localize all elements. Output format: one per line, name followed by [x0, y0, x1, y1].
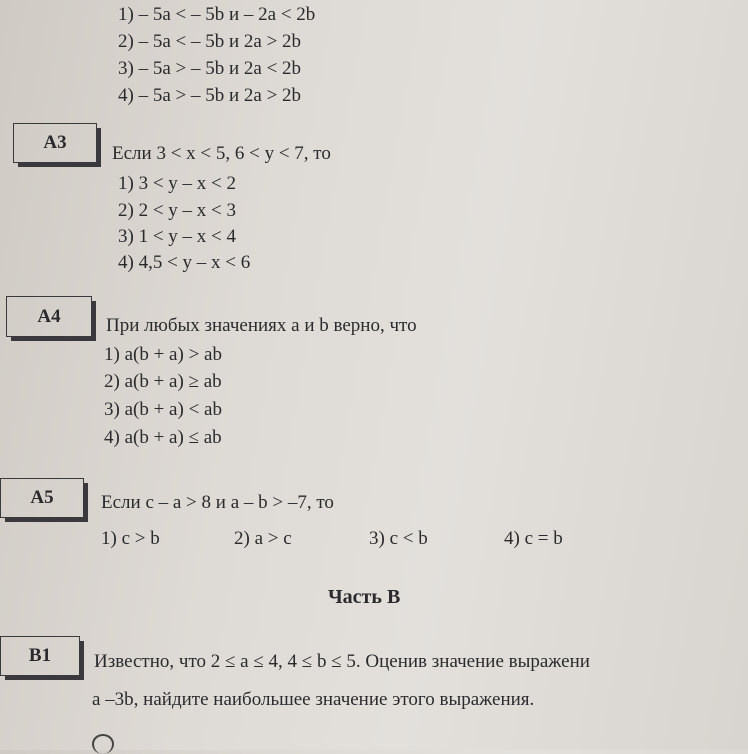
a3-question: Если 3 < x < 5, 6 < y < 7, то	[112, 143, 331, 164]
cut-off-glyph	[92, 734, 114, 754]
a5-option-4: 4) c = b	[504, 528, 563, 549]
b1-text-line-1: Известно, что 2 ≤ a ≤ 4, 4 ≤ b ≤ 5. Оценив значение выражени	[94, 651, 590, 672]
a5-option-3: 3) c < b	[369, 528, 428, 549]
a4-option-1: 1) a(b + a) > ab	[104, 344, 222, 365]
a5-label-box	[0, 478, 84, 518]
a2-option-1: 1) – 5a < – 5b и – 2a < 2b	[118, 4, 316, 25]
a3-option-4: 4) 4,5 < y – x < 6	[118, 252, 251, 273]
b1-label: В1	[28, 645, 52, 666]
a4-option-2: 2) a(b + a) ≥ ab	[104, 371, 222, 392]
a5-question: Если c – a > 8 и a – b > –7, то	[101, 492, 334, 513]
a5-label: А5	[30, 487, 54, 508]
b1-text-line-2: a –3b, найдите наибольшее значение этого выражения.	[92, 689, 535, 710]
a3-option-3: 3) 1 < y – x < 4	[118, 226, 237, 247]
part-b-heading: Часть В	[328, 586, 401, 608]
a2-option-2: 2) – 5a < – 5b и 2a > 2b	[118, 31, 302, 52]
a5-option-2: 2) a > c	[234, 528, 292, 549]
a2-option-3: 3) – 5a > – 5b и 2a < 2b	[118, 58, 302, 79]
a5-option-1: 1) c > b	[101, 528, 160, 549]
a4-label: А4	[37, 305, 61, 327]
a2-option-4: 4) – 5a > – 5b и 2a > 2b	[118, 85, 302, 106]
a3-label-box	[13, 123, 97, 163]
a3-option-1: 1) 3 < y – x < 2	[118, 173, 237, 194]
a3-option-2: 2) 2 < y – x < 3	[118, 200, 237, 221]
a4-label-box	[6, 296, 92, 337]
a4-question: При любых значениях a и b верно, что	[106, 315, 417, 336]
a4-option-4: 4) a(b + a) ≤ ab	[104, 427, 222, 448]
a4-option-3: 3) a(b + a) < ab	[104, 399, 222, 420]
b1-label-box	[0, 636, 80, 676]
a3-label: А3	[43, 132, 67, 153]
